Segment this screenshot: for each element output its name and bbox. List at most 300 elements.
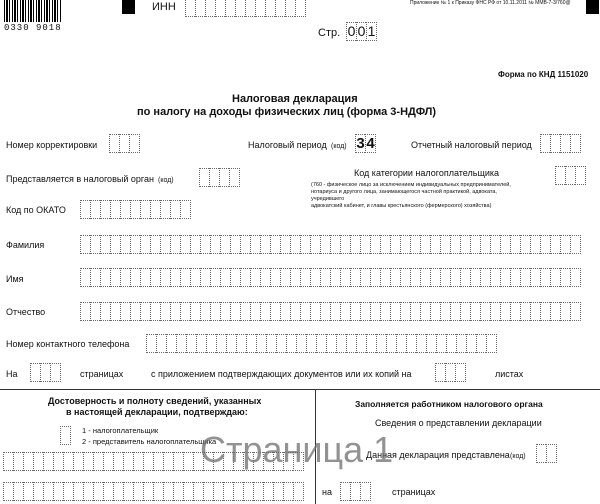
- input-cell[interactable]: [226, 334, 236, 353]
- input-cell[interactable]: [260, 302, 270, 321]
- input-cell[interactable]: [163, 452, 173, 471]
- input-cell[interactable]: [380, 268, 390, 287]
- input-cell[interactable]: [33, 482, 43, 501]
- input-cell[interactable]: [470, 235, 480, 254]
- input-cell[interactable]: [160, 302, 170, 321]
- input-cell[interactable]: [255, 0, 265, 17]
- input-cell[interactable]: [140, 235, 150, 254]
- representative-name-cells-2[interactable]: [3, 482, 304, 501]
- input-cell[interactable]: [140, 268, 150, 287]
- tax-authority-code-cells[interactable]: [199, 168, 240, 187]
- input-cell[interactable]: [119, 134, 129, 153]
- input-cell[interactable]: [390, 302, 400, 321]
- report-year-cells[interactable]: [540, 134, 581, 153]
- input-cell[interactable]: [356, 334, 366, 353]
- input-cell[interactable]: [290, 268, 300, 287]
- input-cell[interactable]: [90, 200, 100, 219]
- input-cell[interactable]: [236, 334, 246, 353]
- input-cell[interactable]: [450, 235, 460, 254]
- input-cell[interactable]: [193, 482, 203, 501]
- input-cell[interactable]: [360, 482, 371, 501]
- input-cell[interactable]: [210, 268, 220, 287]
- phone-cells[interactable]: [146, 334, 497, 353]
- input-cell[interactable]: [60, 426, 71, 445]
- sheets-count-cells[interactable]: [435, 363, 466, 382]
- input-cell[interactable]: [326, 334, 336, 353]
- input-cell[interactable]: [386, 334, 396, 353]
- input-cell[interactable]: [276, 334, 286, 353]
- input-cell[interactable]: [220, 235, 230, 254]
- input-cell[interactable]: [476, 334, 486, 353]
- input-cell[interactable]: [560, 235, 570, 254]
- input-cell[interactable]: [223, 482, 233, 501]
- input-cell[interactable]: [480, 268, 490, 287]
- input-cell[interactable]: [150, 200, 160, 219]
- input-cell[interactable]: [210, 302, 220, 321]
- input-cell[interactable]: [440, 235, 450, 254]
- input-cell[interactable]: [246, 334, 256, 353]
- input-cell[interactable]: [400, 268, 410, 287]
- input-cell[interactable]: [80, 268, 90, 287]
- input-cell[interactable]: [350, 482, 360, 501]
- input-cell[interactable]: [500, 302, 510, 321]
- input-cell[interactable]: [396, 334, 406, 353]
- input-cell[interactable]: [130, 302, 140, 321]
- input-cell[interactable]: [130, 268, 140, 287]
- input-cell[interactable]: [410, 302, 420, 321]
- input-cell[interactable]: [73, 452, 83, 471]
- input-cell[interactable]: [63, 482, 73, 501]
- input-cell[interactable]: [43, 452, 53, 471]
- input-cell[interactable]: [100, 302, 110, 321]
- input-cell[interactable]: [240, 302, 250, 321]
- input-cell[interactable]: [240, 235, 250, 254]
- input-cell[interactable]: [330, 268, 340, 287]
- input-cell[interactable]: [510, 235, 520, 254]
- input-cell[interactable]: [406, 334, 416, 353]
- input-cell[interactable]: [400, 235, 410, 254]
- input-cell[interactable]: [460, 268, 470, 287]
- input-cell[interactable]: [63, 452, 73, 471]
- input-cell[interactable]: [33, 452, 43, 471]
- input-cell[interactable]: [265, 0, 275, 17]
- input-cell[interactable]: [109, 134, 119, 153]
- input-cell[interactable]: [540, 302, 550, 321]
- input-cell[interactable]: [540, 134, 550, 153]
- input-cell[interactable]: [306, 334, 316, 353]
- input-cell[interactable]: [170, 235, 180, 254]
- input-cell[interactable]: [560, 134, 570, 153]
- input-cell[interactable]: [210, 235, 220, 254]
- input-cell[interactable]: [520, 235, 530, 254]
- input-cell[interactable]: [195, 0, 205, 17]
- input-cell[interactable]: [110, 302, 120, 321]
- input-cell[interactable]: [340, 302, 350, 321]
- input-cell[interactable]: [275, 0, 285, 17]
- submitted-code-cells[interactable]: [536, 444, 557, 463]
- input-cell[interactable]: [40, 363, 50, 382]
- input-cell[interactable]: [143, 482, 153, 501]
- input-cell[interactable]: [53, 452, 63, 471]
- input-cell[interactable]: [560, 268, 570, 287]
- input-cell[interactable]: [113, 452, 123, 471]
- input-cell[interactable]: [426, 334, 436, 353]
- input-cell[interactable]: [93, 452, 103, 471]
- input-cell[interactable]: [486, 334, 497, 353]
- input-cell[interactable]: [470, 268, 480, 287]
- input-cell[interactable]: [243, 482, 253, 501]
- input-cell[interactable]: [230, 302, 240, 321]
- input-cell[interactable]: [3, 452, 13, 471]
- tax-period-cells[interactable]: [355, 134, 376, 153]
- input-cell[interactable]: [410, 268, 420, 287]
- input-cell[interactable]: [230, 235, 240, 254]
- input-cell[interactable]: [83, 482, 93, 501]
- input-cell[interactable]: [100, 235, 110, 254]
- input-cell[interactable]: [285, 0, 295, 17]
- input-cell[interactable]: [250, 235, 260, 254]
- input-cell[interactable]: [200, 302, 210, 321]
- input-cell[interactable]: [23, 452, 33, 471]
- input-cell[interactable]: [203, 482, 213, 501]
- input-cell[interactable]: [235, 0, 245, 17]
- input-cell[interactable]: [93, 482, 103, 501]
- patronymic-cells[interactable]: [80, 302, 581, 321]
- input-cell[interactable]: [570, 235, 581, 254]
- input-cell[interactable]: [316, 334, 326, 353]
- input-cell[interactable]: [455, 363, 466, 382]
- input-cell[interactable]: [555, 166, 565, 185]
- input-cell[interactable]: [420, 302, 430, 321]
- input-cell[interactable]: [225, 0, 235, 17]
- input-cell[interactable]: [570, 134, 581, 153]
- input-cell[interactable]: [260, 268, 270, 287]
- input-cell[interactable]: [570, 302, 581, 321]
- input-cell[interactable]: [280, 235, 290, 254]
- input-cell[interactable]: [510, 302, 520, 321]
- input-cell[interactable]: [273, 482, 283, 501]
- input-cell[interactable]: [103, 452, 113, 471]
- input-cell[interactable]: [199, 168, 209, 187]
- input-cell[interactable]: [456, 334, 466, 353]
- input-cell[interactable]: [83, 452, 93, 471]
- input-cell[interactable]: [120, 302, 130, 321]
- input-cell[interactable]: [360, 302, 370, 321]
- correction-number-cells[interactable]: [109, 134, 140, 153]
- pages-count-cells[interactable]: [30, 363, 61, 382]
- input-cell[interactable]: [245, 0, 255, 17]
- input-cell[interactable]: [390, 235, 400, 254]
- input-cell[interactable]: [260, 235, 270, 254]
- input-cell[interactable]: [520, 268, 530, 287]
- input-cell[interactable]: [460, 302, 470, 321]
- input-cell[interactable]: [300, 268, 310, 287]
- input-cell[interactable]: [340, 268, 350, 287]
- input-cell[interactable]: [330, 235, 340, 254]
- input-cell[interactable]: [240, 268, 250, 287]
- input-cell[interactable]: [565, 166, 575, 185]
- input-cell[interactable]: [263, 482, 273, 501]
- input-cell[interactable]: [183, 482, 193, 501]
- input-cell[interactable]: [300, 302, 310, 321]
- name-cells[interactable]: [80, 268, 581, 287]
- input-cell[interactable]: [110, 200, 120, 219]
- input-cell[interactable]: [283, 482, 293, 501]
- input-cell[interactable]: [30, 363, 40, 382]
- inn-cells[interactable]: [185, 0, 306, 17]
- input-cell[interactable]: [350, 235, 360, 254]
- input-cell[interactable]: [330, 302, 340, 321]
- input-cell[interactable]: [500, 235, 510, 254]
- input-cell[interactable]: [120, 200, 130, 219]
- input-cell[interactable]: [295, 0, 306, 17]
- input-cell[interactable]: [266, 334, 276, 353]
- input-cell[interactable]: [123, 482, 133, 501]
- input-cell[interactable]: [370, 235, 380, 254]
- input-cell[interactable]: [229, 168, 240, 187]
- input-cell[interactable]: [350, 268, 360, 287]
- input-cell[interactable]: [130, 200, 140, 219]
- input-cell[interactable]: [160, 200, 170, 219]
- input-cell[interactable]: [430, 302, 440, 321]
- input-cell[interactable]: [570, 268, 581, 287]
- input-cell[interactable]: [540, 268, 550, 287]
- input-cell[interactable]: [380, 302, 390, 321]
- input-cell[interactable]: [550, 268, 560, 287]
- input-cell[interactable]: [129, 134, 140, 153]
- input-cell[interactable]: [340, 235, 350, 254]
- input-cell[interactable]: [370, 268, 380, 287]
- input-cell[interactable]: [80, 235, 90, 254]
- input-cell[interactable]: [420, 268, 430, 287]
- input-cell[interactable]: [280, 302, 290, 321]
- input-cell[interactable]: [233, 482, 243, 501]
- input-cell[interactable]: [450, 302, 460, 321]
- input-cell[interactable]: [550, 302, 560, 321]
- input-cell[interactable]: [140, 200, 150, 219]
- input-cell[interactable]: [270, 235, 280, 254]
- input-cell[interactable]: [560, 302, 570, 321]
- input-cell[interactable]: [150, 302, 160, 321]
- input-cell[interactable]: [256, 334, 266, 353]
- input-cell[interactable]: [320, 268, 330, 287]
- input-cell[interactable]: [490, 302, 500, 321]
- input-cell[interactable]: [143, 452, 153, 471]
- input-cell[interactable]: [390, 268, 400, 287]
- input-cell[interactable]: [490, 268, 500, 287]
- input-cell[interactable]: [220, 268, 230, 287]
- input-cell[interactable]: [490, 235, 500, 254]
- input-cell[interactable]: [250, 268, 260, 287]
- input-cell[interactable]: [180, 235, 190, 254]
- input-cell[interactable]: [186, 334, 196, 353]
- input-cell[interactable]: [520, 302, 530, 321]
- input-cell[interactable]: [446, 334, 456, 353]
- input-cell[interactable]: [153, 482, 163, 501]
- input-cell[interactable]: [376, 334, 386, 353]
- input-cell[interactable]: [250, 302, 260, 321]
- input-cell[interactable]: [460, 235, 470, 254]
- input-cell[interactable]: [230, 268, 240, 287]
- input-cell[interactable]: [130, 235, 140, 254]
- input-cell[interactable]: [150, 268, 160, 287]
- input-cell[interactable]: [146, 334, 156, 353]
- input-cell[interactable]: [3, 482, 13, 501]
- input-cell[interactable]: [290, 235, 300, 254]
- input-cell[interactable]: [213, 482, 223, 501]
- input-cell[interactable]: [123, 452, 133, 471]
- input-cell[interactable]: [166, 334, 176, 353]
- input-cell[interactable]: [196, 334, 206, 353]
- input-cell[interactable]: [530, 268, 540, 287]
- input-cell[interactable]: [370, 302, 380, 321]
- input-cell[interactable]: [480, 302, 490, 321]
- input-cell[interactable]: [300, 235, 310, 254]
- input-cell[interactable]: [440, 268, 450, 287]
- input-cell[interactable]: [173, 452, 183, 471]
- input-cell[interactable]: [410, 235, 420, 254]
- input-cell[interactable]: [280, 268, 290, 287]
- input-cell[interactable]: [320, 302, 330, 321]
- input-cell[interactable]: [510, 268, 520, 287]
- input-cell[interactable]: [120, 235, 130, 254]
- input-cell[interactable]: [546, 444, 557, 463]
- input-cell[interactable]: [160, 268, 170, 287]
- input-cell[interactable]: [170, 200, 180, 219]
- input-cell[interactable]: [286, 334, 296, 353]
- input-cell[interactable]: [270, 268, 280, 287]
- input-cell[interactable]: [500, 268, 510, 287]
- input-cell[interactable]: [183, 452, 193, 471]
- input-cell[interactable]: [290, 302, 300, 321]
- category-code-cells[interactable]: [555, 166, 586, 185]
- input-cell[interactable]: [23, 482, 33, 501]
- input-cell[interactable]: [180, 200, 191, 219]
- input-cell[interactable]: [13, 452, 23, 471]
- input-cell[interactable]: [209, 168, 219, 187]
- input-cell[interactable]: [536, 444, 546, 463]
- input-cell[interactable]: [296, 334, 306, 353]
- input-cell[interactable]: [90, 302, 100, 321]
- input-cell[interactable]: [220, 302, 230, 321]
- input-cell[interactable]: [90, 235, 100, 254]
- input-cell[interactable]: [133, 482, 143, 501]
- input-cell[interactable]: [190, 268, 200, 287]
- input-cell[interactable]: [215, 0, 225, 17]
- input-cell[interactable]: [310, 302, 320, 321]
- input-cell[interactable]: [575, 166, 586, 185]
- input-cell[interactable]: [346, 334, 356, 353]
- input-cell[interactable]: [120, 268, 130, 287]
- input-cell[interactable]: [340, 482, 350, 501]
- input-cell[interactable]: [550, 235, 560, 254]
- input-cell[interactable]: [110, 268, 120, 287]
- input-cell[interactable]: [80, 200, 90, 219]
- input-cell[interactable]: [216, 334, 226, 353]
- input-cell[interactable]: [320, 235, 330, 254]
- input-cell[interactable]: [113, 482, 123, 501]
- input-cell[interactable]: [173, 482, 183, 501]
- input-cell[interactable]: [176, 334, 186, 353]
- input-cell[interactable]: [293, 482, 304, 501]
- input-cell[interactable]: [73, 482, 83, 501]
- input-cell[interactable]: [416, 334, 426, 353]
- input-cell[interactable]: [190, 235, 200, 254]
- input-cell[interactable]: [200, 235, 210, 254]
- input-cell[interactable]: [336, 334, 346, 353]
- input-cell[interactable]: [140, 302, 150, 321]
- input-cell[interactable]: [270, 302, 280, 321]
- input-cell[interactable]: [435, 363, 445, 382]
- input-cell[interactable]: [400, 302, 410, 321]
- input-cell[interactable]: [450, 268, 460, 287]
- input-cell[interactable]: [430, 268, 440, 287]
- input-cell[interactable]: [205, 0, 215, 17]
- input-cell[interactable]: [436, 334, 446, 353]
- input-cell[interactable]: [170, 302, 180, 321]
- input-cell[interactable]: [153, 452, 163, 471]
- input-cell[interactable]: [350, 302, 360, 321]
- input-cell[interactable]: [366, 334, 376, 353]
- signer-type-cell[interactable]: [60, 426, 71, 445]
- input-cell[interactable]: [360, 268, 370, 287]
- input-cell[interactable]: [466, 334, 476, 353]
- input-cell[interactable]: [50, 363, 61, 382]
- input-cell[interactable]: [550, 134, 560, 153]
- input-cell[interactable]: [440, 302, 450, 321]
- input-cell[interactable]: [150, 235, 160, 254]
- input-cell[interactable]: [13, 482, 23, 501]
- input-cell[interactable]: [206, 334, 216, 353]
- input-cell[interactable]: [90, 268, 100, 287]
- input-cell[interactable]: [310, 268, 320, 287]
- input-cell[interactable]: [360, 235, 370, 254]
- input-cell[interactable]: [110, 235, 120, 254]
- input-cell[interactable]: [80, 302, 90, 321]
- input-cell[interactable]: [53, 482, 63, 501]
- input-cell[interactable]: [530, 302, 540, 321]
- input-cell[interactable]: [200, 268, 210, 287]
- input-cell[interactable]: [420, 235, 430, 254]
- input-cell[interactable]: [170, 268, 180, 287]
- surname-cells[interactable]: [80, 235, 581, 254]
- input-cell[interactable]: [380, 235, 390, 254]
- input-cell[interactable]: [180, 302, 190, 321]
- input-cell[interactable]: [160, 235, 170, 254]
- input-cell[interactable]: [100, 268, 110, 287]
- input-cell[interactable]: [253, 482, 263, 501]
- input-cell[interactable]: [185, 0, 195, 17]
- input-cell[interactable]: [103, 482, 113, 501]
- input-cell[interactable]: [100, 200, 110, 219]
- input-cell[interactable]: [310, 235, 320, 254]
- input-cell[interactable]: [180, 268, 190, 287]
- input-cell[interactable]: [480, 235, 490, 254]
- input-cell[interactable]: [219, 168, 229, 187]
- official-pages-cells[interactable]: [340, 482, 371, 501]
- input-cell[interactable]: [133, 452, 143, 471]
- input-cell[interactable]: [156, 334, 166, 353]
- input-cell[interactable]: [163, 482, 173, 501]
- okato-cells[interactable]: [80, 200, 191, 219]
- input-cell[interactable]: [43, 482, 53, 501]
- input-cell[interactable]: [445, 363, 455, 382]
- input-cell[interactable]: [530, 235, 540, 254]
- input-cell[interactable]: [470, 302, 480, 321]
- input-cell[interactable]: [430, 235, 440, 254]
- input-cell[interactable]: [540, 235, 550, 254]
- input-cell[interactable]: [190, 302, 200, 321]
